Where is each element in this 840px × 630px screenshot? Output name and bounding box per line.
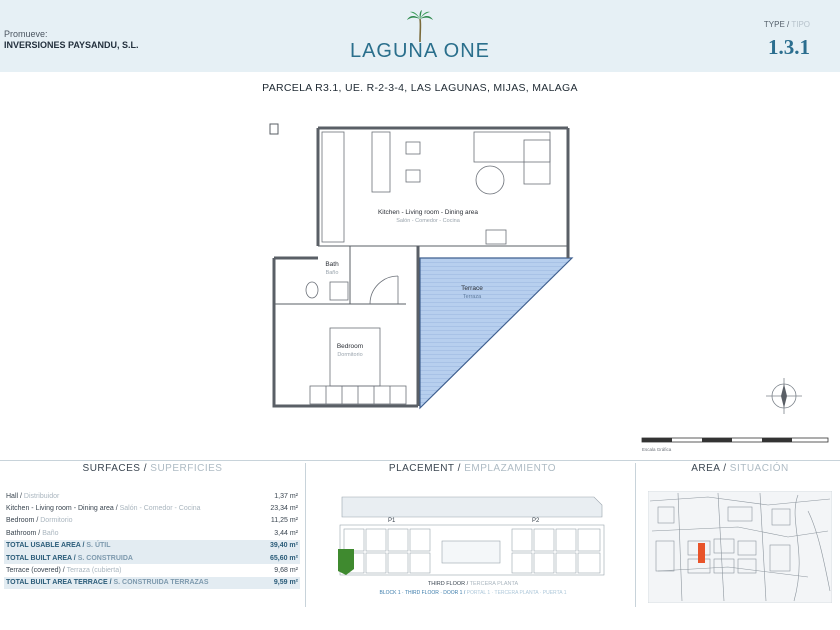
surfaces-panel [0,463,306,607]
laguna-one-logo [340,10,500,64]
surfaces-title: SURFACES / SUPERFICIES [82,463,223,474]
palm-tree-icon [406,10,434,42]
area-title-en: AREA [691,463,720,474]
placement-title: PLACEMENT / EMPLAZAMIENTO [388,463,557,474]
floor-plan [260,118,580,414]
placement-panel [310,463,636,607]
type-label-en: TYPE [763,20,785,29]
terrace-label: Terrace [461,285,483,292]
area-title-es: SITUACIÓN [729,463,789,474]
floor-line: THIRD FLOOR / TERCERA PLANTA [427,581,519,587]
portal-2-label: P2 [532,518,540,524]
area-panel [640,463,840,607]
location-highlight [698,543,705,563]
scale-caption: Escala Gráfica [642,447,672,452]
header-band [0,0,840,72]
placement-diagram [332,491,614,579]
placement-title-en: PLACEMENT [388,463,455,474]
bath-label-es: Baño [325,270,339,276]
area-map [648,491,832,603]
area-title: AREA / SITUACIÓN [691,463,789,474]
parcel-address: PARCELA R3.1, UE. R-2-3-4, LAS LAGUNAS, MIJAS, MALAGA [262,82,578,94]
type-label-es: TIPO [791,20,810,29]
terrace-label-es: Terraza [462,294,482,300]
table-row-total: TOTAL USABLE AREA / S. ÚTIL 39,40 m² [4,540,300,552]
surfaces-title-es: SUPERFICIES [150,463,223,474]
logo-text: LAGUNA ONE [349,40,491,62]
bath-label: Bath [325,261,339,268]
type-label: TYPE / TIPO [763,20,810,29]
kitchen-label: Kitchen - Living room - Dining area [377,209,479,216]
info-panels [0,460,840,610]
kitchen-label-es: Salón - Comedor - Cocina [396,218,460,224]
table-row-total: TOTAL BUILT AREA TERRACE / S. CONSTRUIDA TERRAZAS 9,59 m² [4,577,300,589]
promoter-block [4,29,139,50]
surfaces-title-en: SURFACES [82,463,141,474]
table-row: Bedroom / Dormitorio 11,25 m² [6,517,298,525]
placement-title-es: EMPLAZAMIENTO [464,463,557,474]
table-row: Terrace (covered) / Terraza (cubierta) 9,68 m² [6,567,298,575]
promoter-name: INVERSIONES PAYSANDU, S.L. [4,40,139,50]
bedroom-label-es: Dormitorio [337,352,363,358]
bedroom-label: Bedroom [336,343,364,350]
portal-1-label: P1 [388,518,396,524]
type-value: 1.3.1 [768,35,810,59]
table-row: Hall / Distribuidor 1,37 m² [6,492,298,500]
table-row: Kitchen - Living room - Dining area / Salón - Comedor - Cocina 23,34 m² [6,505,298,513]
type-box [764,20,810,60]
promoter-label: Promueve: [4,29,48,39]
bedroom-furniture [310,328,406,404]
scale-bar [640,436,830,454]
north-compass-icon [764,376,804,420]
table-row: Bathroom / Baño 3,44 m² [6,529,298,537]
surfaces-table [4,490,300,589]
kitchen-furniture [322,132,550,244]
bath-fixtures [306,276,398,304]
table-row-total: TOTAL BUILT AREA / S. CONSTRUIDA 65,60 m² [4,552,300,564]
block-line: BLOCK 1 · THIRD FLOOR · DOOR 1 / PORTAL 1 · TERCERA PLANTA · PUERTA 1 [379,590,567,596]
